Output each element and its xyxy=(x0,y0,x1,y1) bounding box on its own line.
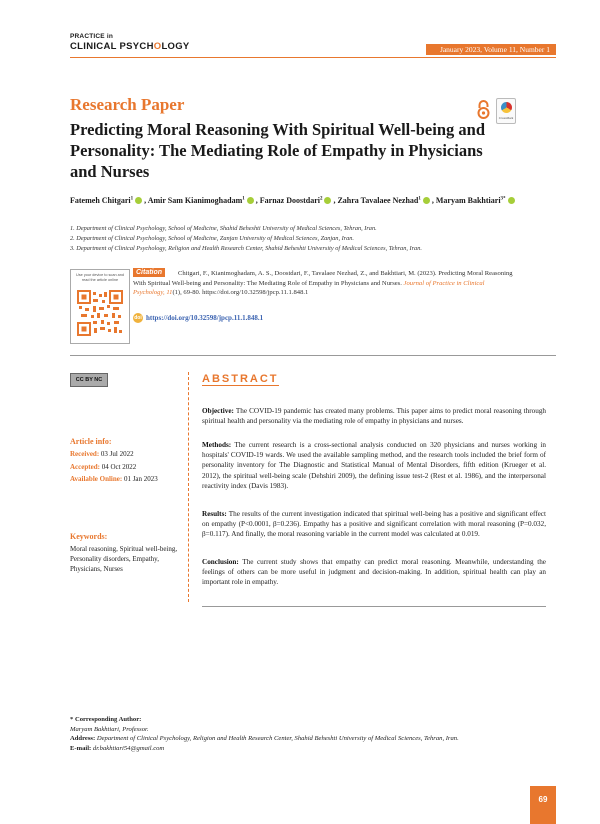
page-number: 69 xyxy=(538,795,548,804)
abstract-objective: Objective: The COVID-19 pandemic has created many problems. This paper aims to predict moral reasoning through spiritual health and personality via the mediating role of empathy in physicians and nurses. xyxy=(202,407,547,426)
page-number-tab xyxy=(530,786,556,824)
crossmark-icon[interactable] xyxy=(496,98,516,124)
journal-logo xyxy=(70,34,190,51)
orcid-icon[interactable] xyxy=(423,197,430,204)
citation-journal: Journal of Practice in Clinical Psychology, 11 xyxy=(133,279,485,297)
issue-info: January 2023, Volume 11, Number 1 xyxy=(426,44,556,55)
doi-icon: doi xyxy=(134,315,142,321)
author-name: Fatemeh Chitgari xyxy=(70,196,131,205)
abstract-conclusion: Conclusion: The current study shows that empathy can predict moral reasoning. Meanwhile, understanding the feelings of others can be more useful in judgment and decision-making. In addition, spiritual health can play an important role in empathy. xyxy=(202,558,546,587)
open-access-icon xyxy=(476,100,491,119)
author-name: Zahra Tavalaee Nezhad xyxy=(337,196,419,205)
keywords-list: Moral reasoning, Spiritual well-being, Personality disorders, Empathy, Physicians, Nurses xyxy=(70,545,178,573)
citation-text: Chitgari, F., Kianimoghadam, A. S., Doostdari, F., Tavalaee Nezhad, Z., and Bakhtiari, M. (2023). Predicting Moral Reasoning With Spiritual Well-being and Personality: The Mediating Role of Empathy in Physicians and Nurses. Journal of Practice in Clinical Psychology, 11(1), 69-80. https://doi.org/10.32598/jpcp.11.1.848.1 xyxy=(133,270,513,297)
abstract-end-divider xyxy=(202,606,546,607)
corresponding-address: Department of Clinical Psychology, Religion and Health Research Center, Shahid Beheshti University of Medical Sciences, Tehran, Iran. xyxy=(96,735,459,743)
affiliation-2: 2. Department of Clinical Psychology, School of Medicine, Zanjan University of Medical Sciences, Zanjan, Iran. xyxy=(70,235,355,242)
journal-logo-line2: CLINICAL PSYCHOLOGY xyxy=(70,40,190,52)
author-name: Maryam Bakhtiari xyxy=(435,196,501,205)
qr-code-icon xyxy=(77,290,123,336)
abstract-methods: Methods: The current research is a cross-sectional analysis conducted on 320 physicians and nurses working in hospitals' COVID-19 wards. We used the available sampling method, and the research tools included the brief form of personality inventory for The Diagnostic and Statistical Manual of Mental Disorders, fifth edition (Krueger et al. 2012), the spiritual well-being scale (Dehshiri 2009), the defining issue test-2 (Rest et al. 1986), and the interpersonal reactivity index (Davis 1983). xyxy=(202,441,546,490)
article-title: Predicting Moral Reasoning With Spiritual Well-being and Personality: The Mediating Role of Empathy in Physicians and Nurses xyxy=(70,120,485,181)
citation-label: Citation xyxy=(133,268,165,277)
author-name: Amir Sam Kianimoghadam xyxy=(147,196,243,205)
header-divider xyxy=(70,57,556,58)
orcid-icon[interactable] xyxy=(324,197,331,204)
corresponding-name: Maryam Bakhtiari, Professor. xyxy=(70,725,149,733)
abstract-results: Results: The results of the current investigation indicated that spiritual well-being has a positive and significant effect on empathy (P<0.0001, β=0.236). Empathy has a positive and significant correlation with moral reasoning (P=0.032, β=0.117). And finally, the moral reasoning variable in the current model was calculated at 0.019. xyxy=(202,510,546,539)
abstract-heading: ABSTRACT xyxy=(202,373,279,385)
cc-license-icon[interactable]: CC BY NC xyxy=(70,373,108,387)
section-divider xyxy=(70,355,556,356)
section-type: Research Paper xyxy=(70,95,185,114)
crossmark-label: CrossMark xyxy=(498,116,514,120)
corresponding-author: * Corresponding Author: Maryam Bakhtiari, Professor. Address: Department of Clinical Psychology, Religion and Health Research Center, Shahid Beheshti University of Medical Sciences, Tehran, Iran. E-mail: dr.bakhtiari54@gmail.com xyxy=(70,715,550,753)
keywords-heading: Keywords: xyxy=(70,532,108,541)
journal-logo-line1: PRACTICE in xyxy=(70,33,114,40)
corresponding-email[interactable]: dr.bakhtiari54@gmail.com xyxy=(92,744,165,752)
doi-link[interactable]: https://doi.org/10.32598/jpcp.11.1.848.1 xyxy=(146,314,264,322)
orcid-icon[interactable] xyxy=(135,197,142,204)
column-divider xyxy=(188,372,189,602)
qr-code-box[interactable] xyxy=(70,269,130,344)
orcid-icon[interactable] xyxy=(247,197,254,204)
author-name: Farnaz Doostdari xyxy=(259,196,320,205)
affiliation-3: 3. Department of Clinical Psychology, Religion and Health Research Center, Shahid Beheshti University of Medical Sciences, Tehran, Iran. xyxy=(70,245,422,252)
online-date: Available Online: 01 Jan 2023 xyxy=(70,475,158,483)
affiliation-1: 1. Department of Clinical Psychology, School of Medicine, Shahid Beheshti University of Medical Sciences, Tehran, Iran. xyxy=(70,225,377,232)
qr-caption: Use your device to scan and read the article online xyxy=(76,273,124,282)
article-info-heading: Article info: xyxy=(70,437,112,446)
accepted-date: Accepted: 04 Oct 2022 xyxy=(70,463,137,471)
corresponding-heading: * Corresponding Author: xyxy=(70,716,142,723)
orcid-icon[interactable] xyxy=(508,197,515,204)
received-date: Received: 03 Jul 2022 xyxy=(70,450,134,458)
author-list: Fatemeh Chitgari$^1$ , Amir Sam Kianimoghadam$^1$ , Farnaz Doostdari$^2$ , Zahra Tavalaee Nezhad$^1$ , Maryam Bakhtiari$^{3*}$ xyxy=(70,196,550,205)
